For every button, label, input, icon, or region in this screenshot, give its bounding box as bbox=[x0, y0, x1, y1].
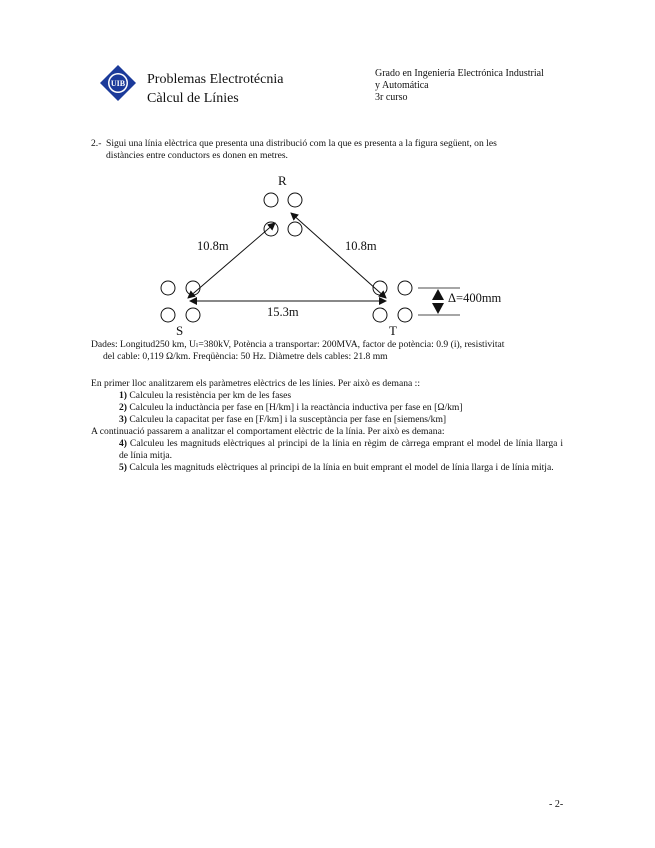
question-2-number: 2) bbox=[119, 402, 127, 413]
first-part-intro: En primer lloc analitzarem els paràmetres elèctrics de les línies. Per això es demana :: bbox=[91, 378, 420, 389]
delta-arrow-down bbox=[432, 303, 444, 314]
question-1-number: 1) bbox=[119, 390, 127, 401]
degree-name-cont: y Automática bbox=[375, 80, 429, 91]
data-line1: Dades: Longitud250 km, Uₗ=380kV, Potència a transportar: 200MVA, factor de potència: 0.9 (i), resistivitat bbox=[91, 339, 505, 350]
arrow-rs bbox=[188, 223, 275, 298]
document-subtitle: Càlcul de Línies bbox=[147, 91, 239, 106]
label-dist-st: 15.3m bbox=[267, 305, 299, 319]
question-3 bbox=[119, 414, 563, 426]
question-2 bbox=[119, 402, 563, 414]
university-logo bbox=[99, 64, 137, 102]
question-3-number: 3) bbox=[119, 414, 127, 425]
problem-number: 2.- bbox=[91, 138, 102, 149]
question-4 bbox=[119, 438, 563, 462]
question-1-text: Calculeu la resistència per km de les fases bbox=[129, 390, 292, 401]
label-phase-s: S bbox=[176, 323, 184, 338]
question-3-text: Calculeu la capacitat per fase en [F/km] i la susceptància per fase en [siemens/km] bbox=[129, 414, 447, 425]
logo-text: UIB bbox=[110, 79, 126, 88]
problem-intro-line1: Sigui una línia elèctrica que presenta una distribució com la que es presenta a la figura següent, on les bbox=[106, 138, 497, 149]
problem-data bbox=[91, 339, 563, 363]
label-phase-r: R bbox=[278, 173, 287, 188]
question-5-number: 5) bbox=[119, 462, 127, 473]
question-5-text: Calcula les magnituds elèctriques al principi de la línia en buit emprant el model de línia llarga i de línia mitja. bbox=[129, 462, 554, 473]
page-number: - 2- bbox=[549, 799, 564, 810]
phase-r-bundle bbox=[264, 193, 302, 236]
label-phase-t: T bbox=[389, 323, 397, 338]
second-part-intro: A continuació passarem a analitzar el comportament elèctric de la línia. Per això es demana: bbox=[91, 426, 445, 437]
arrow-rt bbox=[291, 213, 386, 298]
document-title: Problemas Electrotécnia bbox=[147, 72, 284, 87]
question-2-text: Calculeu la inductància per fase en [H/km] i la reactància inductiva per fase en [Ω/km] bbox=[129, 402, 463, 413]
question-4-number: 4) bbox=[119, 438, 127, 449]
label-dist-rs: 10.8m bbox=[197, 239, 229, 253]
question-4-text: Calculeu les magnituds elèctriques al principi de la línia en règim de càrrega emprant el model de línia llarga i de línia mitja. bbox=[119, 438, 563, 461]
problem-statement bbox=[91, 138, 563, 162]
problem-intro-line2: distàncies entre conductors es donen en metres. bbox=[106, 150, 288, 161]
label-delta: Δ=400mm bbox=[448, 291, 502, 305]
label-dist-rt: 10.8m bbox=[345, 239, 377, 253]
degree-name: Grado en Ingeniería Electrónica Industrial bbox=[375, 68, 544, 79]
delta-arrow-up bbox=[432, 289, 444, 300]
data-line2: del cable: 0,119 Ω/km. Freqüència: 50 Hz. Diàmetre dels cables: 21.8 mm bbox=[103, 351, 388, 362]
conductor-layout-diagram bbox=[150, 168, 530, 340]
course-year: 3r curso bbox=[375, 92, 408, 103]
question-5 bbox=[119, 462, 563, 474]
question-1 bbox=[119, 390, 563, 402]
